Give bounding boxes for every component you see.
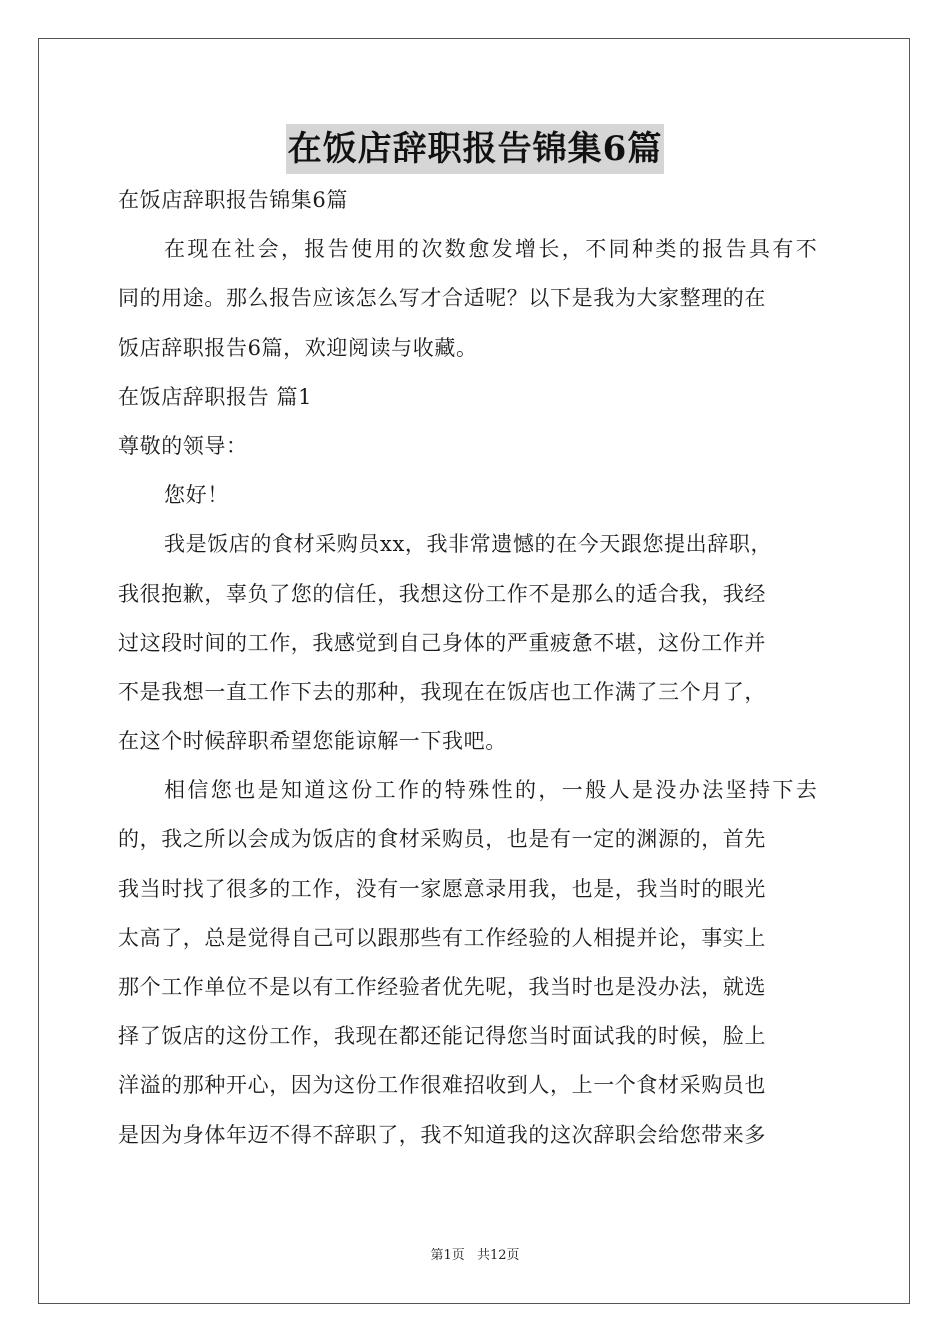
body-line: 在饭店辞职报告锦集6篇	[118, 188, 348, 212]
document-body	[118, 176, 838, 1160]
title-area	[0, 124, 950, 174]
page-footer	[0, 1244, 950, 1263]
body-line: 那个工作单位不是以有工作经验者优先呢，我当时也是没办法，就选	[118, 975, 766, 999]
body-line: 是因为身体年迈不得不辞职了，我不知道我的这次辞职会给您带来多	[118, 1122, 766, 1147]
body-line: 饭店辞职报告6篇，欢迎阅读与收藏。	[118, 335, 478, 360]
body-line: 择了饭店的这份工作，我现在都还能记得您当时面试我的时候，脸上	[118, 1024, 766, 1049]
body-line: 不是我想一直工作下去的那种，我现在在饭店也工作满了三个月了，	[118, 679, 766, 704]
body-line: 我是饭店的食材采购员xx，我非常遗憾的在今天跟您提出辞职，	[164, 532, 773, 557]
body-line: 我当时找了很多的工作，没有一家愿意录用我，也是，我当时的眼光	[118, 876, 766, 901]
body-line: 在这个时候辞职希望您能谅解一下我吧。	[118, 729, 507, 754]
body-line: 我很抱歉，辜负了您的信任，我想这份工作不是那么的适合我，我经	[118, 581, 766, 606]
body-line: 洋溢的那种开心，因为这份工作很难招收到人，上一个食材采购员也	[118, 1073, 766, 1098]
body-line: 太高了，总是觉得自己可以跟那些有工作经验的人相提并论，事实上	[118, 925, 766, 950]
body-line: 的，我之所以会成为饭店的食材采购员，也是有一定的渊源的，首先	[118, 827, 766, 852]
document-title: 在饭店辞职报告锦集6篇	[286, 124, 665, 174]
body-line: 您好！	[164, 483, 229, 508]
page-number: 第1页	[430, 1248, 465, 1263]
body-line: 同的用途。那么报告应该怎么写才合适呢？以下是我为大家整理的在	[118, 286, 766, 311]
body-line: 过这段时间的工作，我感觉到自己身体的严重疲惫不堪，这份工作并	[118, 630, 766, 655]
body-line: 相信您也是知道这份工作的特殊性的，一般人是没办法坚持下去	[164, 778, 820, 803]
body-line: 在饭店辞职报告 篇1	[118, 384, 313, 409]
body-line: 在现在社会，报告使用的次数愈发增长，不同种类的报告具有不	[164, 237, 820, 262]
page-total: 共12页	[476, 1248, 520, 1263]
body-line: 尊敬的领导：	[118, 433, 248, 458]
